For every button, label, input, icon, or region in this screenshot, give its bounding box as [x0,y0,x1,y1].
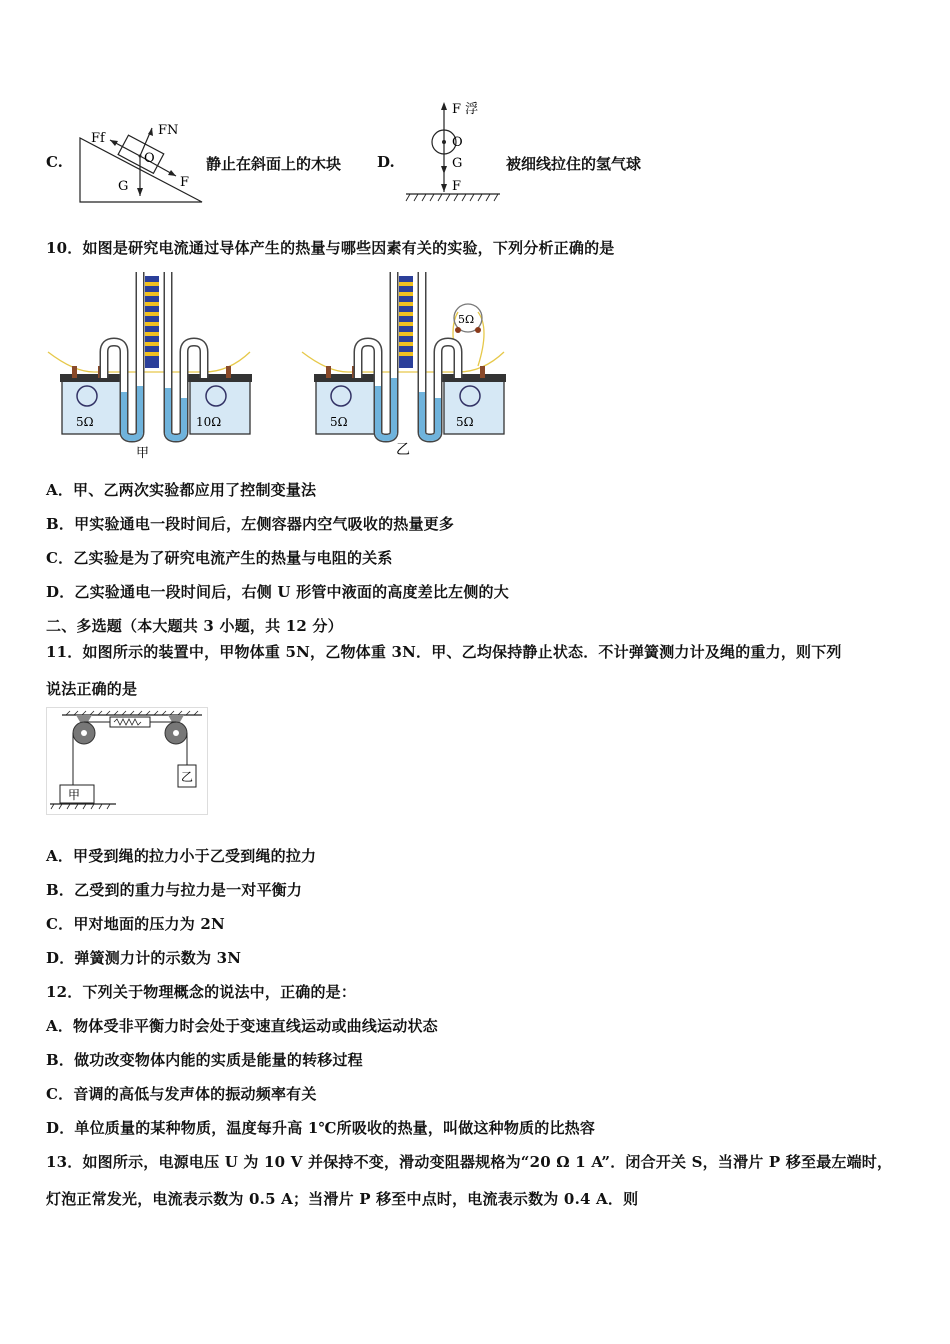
q12-stem: 12．下列关于物理概念的说法中，正确的是： [46,983,357,1001]
balloon-figure [402,96,506,204]
q10-option-d: D．乙实验通电一段时间后，右侧 U 形管中液面的高度差比左侧的大 [46,583,509,601]
q11-stem-line1: 11．如图所示的装置中，甲物体重 5N，乙物体重 3N．甲、乙均保持静止状态．不计弹簧测力计及绳的重力，则下列 [46,643,842,661]
top-resistor-label: 5Ω [458,313,475,326]
label-fn: FN [158,123,179,138]
label-f-fu: F 浮 [452,102,479,117]
q9-option-c-letter: C. [46,153,63,171]
q10-option-b: B．甲实验通电一段时间后，左侧容器内空气吸收的热量更多 [46,515,455,533]
label-d-f: F [452,179,462,194]
q11-stem-line2: 说法正确的是 [46,680,138,698]
left-resistor-label: 5Ω [76,415,94,429]
heating-experiment-yi [298,268,508,463]
yi-caption: 乙 [396,442,410,458]
right-lid [188,374,252,382]
label-o: O [144,151,155,166]
q11-option-d: D．弹簧测力计的示数为 3N [46,949,242,967]
q9-option-c-desc: 静止在斜面上的木块 [206,155,342,173]
q10-option-c: C．乙实验是为了研究电流产生的热量与电阻的关系 [46,549,393,567]
q12-option-d: D．单位质量的某种物质，温度每升高 1℃所吸收的热量，叫做这种物质的比热容 [46,1119,596,1137]
pulley-spring-figure [46,707,208,815]
label-f: F [180,175,190,190]
q11-option-c: C．甲对地面的压力为 2N [46,915,225,933]
q10-stem: 10．如图是研究电流通过导体产生的热量与哪些因素有关的实验，下列分析正确的是 [46,239,615,257]
heating-experiment-jia [44,268,254,463]
label-jia: 甲 [68,788,81,802]
yi-right-resistor-label: 5Ω [456,415,474,429]
q12-option-c: C．音调的高低与发声体的振动频率有关 [46,1085,317,1103]
incline-block-figure [76,118,206,208]
label-d-o: O [452,135,463,150]
spring-scale [110,717,150,727]
label-yi: 乙 [181,770,194,784]
label-g: G [118,179,129,194]
q13-stem-line1: 13．如图所示，电源电压 U 为 10 V 并保持不变，滑动变阻器规格为“20 Ω 1 A”．闭合开关 S，当滑片 P 移至最左端时， [46,1153,893,1171]
label-d-g: G [452,156,463,171]
q9-option-d-desc: 被细线拉住的氢气球 [506,155,642,173]
yi-left-resistor-label: 5Ω [330,415,348,429]
jia-caption: 甲 [136,446,150,461]
q12-option-b: B．做功改变物体内能的实质是能量的转移过程 [46,1051,363,1069]
left-lid [60,374,124,382]
q11-option-b: B．乙受到的重力与拉力是一对平衡力 [46,881,303,899]
q10-option-a: A．甲、乙两次实验都应用了控制变量法 [46,481,317,499]
right-resistor-label: 10Ω [196,415,222,429]
q12-option-a: A．物体受非平衡力时会处于变速直线运动或曲线运动状态 [46,1017,438,1035]
q13-stem-line2: 灯泡正常发光，电流表示数为 0.5 A；当滑片 P 移至中点时，电流表示数为 0.4 A．则 [46,1190,639,1208]
section-heading: 二、多选题（本大题共 3 小题，共 12 分） [46,617,343,635]
q11-option-a: A．甲受到绳的拉力小于乙受到绳的拉力 [46,847,317,865]
q9-option-d-letter: D. [377,153,395,171]
label-ff: Ff [91,131,105,146]
